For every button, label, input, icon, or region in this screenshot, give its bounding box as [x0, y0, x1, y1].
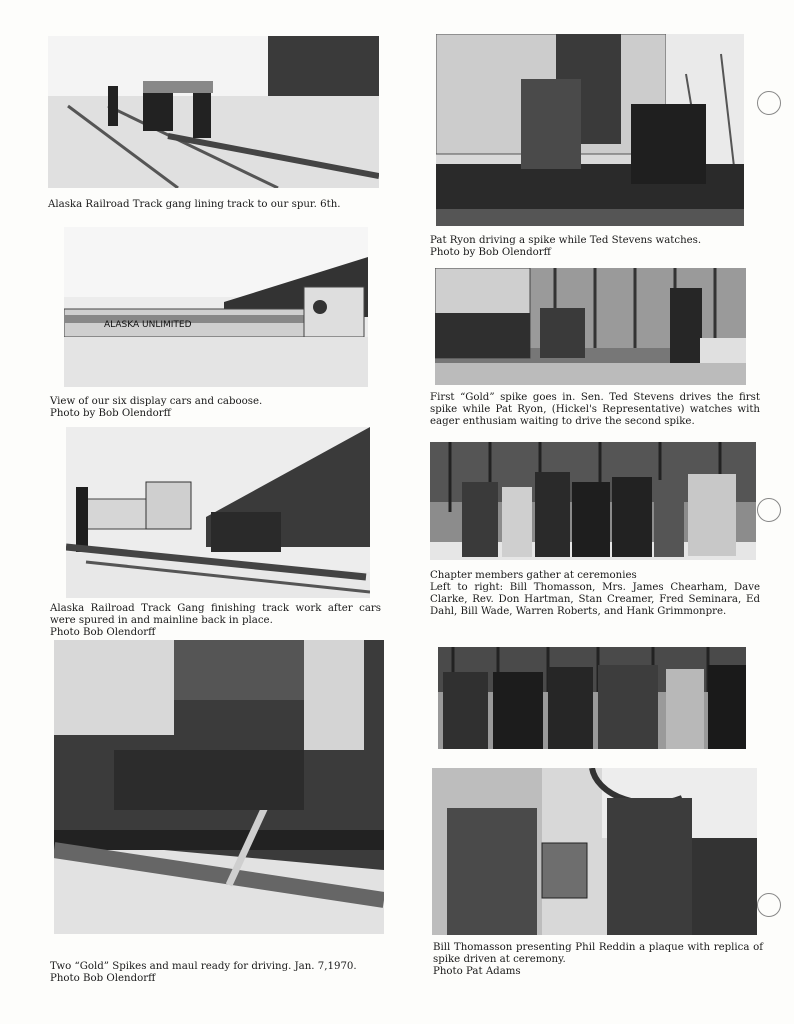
photo-display-cars	[64, 227, 368, 387]
train-lettering: ALASKA UNLIMITED	[104, 320, 192, 330]
photo-credit: Photo Pat Adams	[433, 966, 521, 977]
photo-track-gang-finishing	[66, 427, 370, 598]
caption-text: View of our six display cars and caboose.	[50, 396, 263, 407]
binder-hole-middle	[757, 498, 781, 522]
photo-credit: Photo Bob Olendorff	[50, 973, 156, 984]
caption-display-cars	[50, 396, 381, 420]
photo-plaque-presentation	[432, 768, 757, 935]
caption-track-gang-lining	[48, 199, 380, 211]
caption-text: Left to right: Bill Thomasson, Mrs. James Chearham, Dave Clarke, Rev. Don Hartman, Stan Creamer, Fred Seminara, Ed Dahl, Bill Wade, Warren Roberts, and Hank Grimmonpre.	[430, 582, 760, 617]
photo-first-gold-spike	[435, 268, 746, 385]
photo-chapter-members	[430, 442, 756, 560]
photo-gold-spikes-maul	[54, 640, 384, 934]
binder-hole-bottom	[757, 893, 781, 917]
caption-first-gold-spike	[430, 392, 760, 428]
caption-text: Bill Thomasson presenting Phil Reddin a plaque with replica of spike driven at ceremony.	[433, 942, 763, 965]
caption-chapter-members	[430, 570, 760, 618]
photo-track-gang-lining	[48, 36, 379, 188]
caption-text: Alaska Railroad Track Gang finishing track work after cars were spured in and mainline back in place.	[50, 603, 381, 626]
photo-ryon-driving-spike	[436, 34, 744, 226]
caption-text: First “Gold” spike goes in. Sen. Ted Stevens drives the first spike while Pat Ryon, (Hickel's Representative) watches with eager enthusiam waiting to drive the second spike.	[430, 392, 760, 427]
caption-title: Chapter members gather at ceremonies	[430, 570, 637, 581]
caption-gold-spikes-maul	[50, 961, 384, 985]
caption-text: Alaska Railroad Track gang lining track to our spur. 6th.	[48, 199, 341, 210]
photo-credit: Photo by Bob Olendorff	[430, 247, 551, 258]
caption-track-gang-finishing	[50, 603, 381, 639]
caption-ryon-driving-spike	[430, 235, 759, 259]
caption-plaque-presentation	[433, 942, 763, 978]
photo-credit: Photo Bob Olendorff	[50, 627, 156, 638]
photo-credit: Photo by Bob Olendorff	[50, 408, 171, 419]
photo-group-portrait	[438, 647, 746, 749]
caption-text: Pat Ryon driving a spike while Ted Stevens watches.	[430, 235, 702, 246]
caption-text: Two “Gold” Spikes and maul ready for driving. Jan. 7,1970.	[50, 961, 357, 972]
binder-hole-top	[757, 91, 781, 115]
